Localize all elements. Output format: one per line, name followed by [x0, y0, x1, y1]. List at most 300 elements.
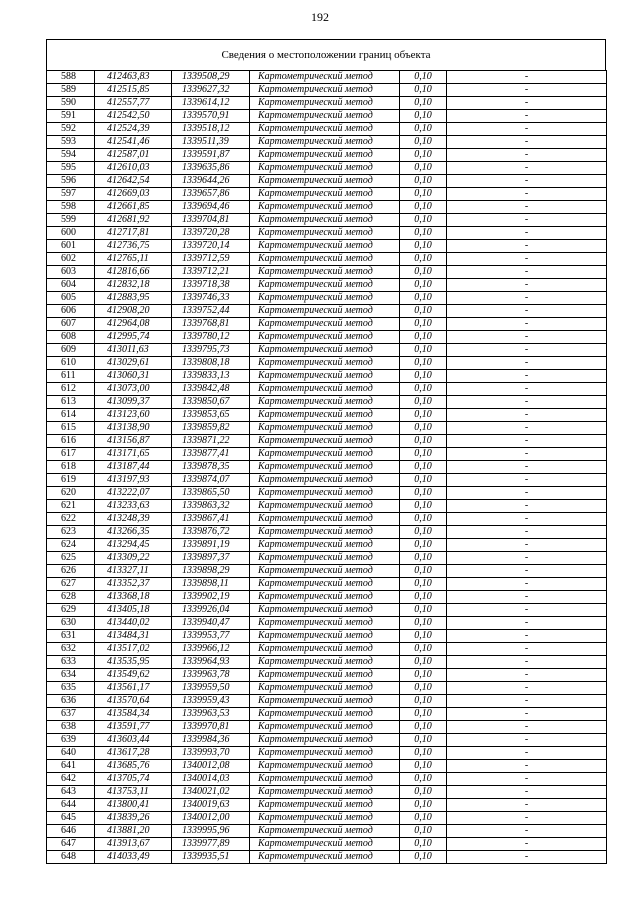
y-coordinate-cell: 1339926,04: [172, 604, 250, 617]
x-coordinate-cell: 412669,03: [95, 188, 172, 201]
x-coordinate-cell: 412717,81: [95, 227, 172, 240]
y-coordinate-cell: 1339752,44: [172, 305, 250, 318]
accuracy-cell: 0,10: [400, 747, 447, 760]
point-number-cell: 644: [47, 799, 95, 812]
y-coordinate-cell: 1339940,47: [172, 617, 250, 630]
accuracy-cell: 0,10: [400, 266, 447, 279]
description-cell: -: [447, 396, 607, 409]
method-cell: Картометрический метод: [250, 162, 400, 175]
x-coordinate-cell: 412541,46: [95, 136, 172, 149]
y-coordinate-cell: 1339867,41: [172, 513, 250, 526]
accuracy-cell: 0,10: [400, 279, 447, 292]
method-cell: Картометрический метод: [250, 708, 400, 721]
point-number-cell: 643: [47, 786, 95, 799]
y-coordinate-cell: 1339511,39: [172, 136, 250, 149]
point-number-cell: 599: [47, 214, 95, 227]
point-number-cell: 617: [47, 448, 95, 461]
method-cell: Картометрический метод: [250, 838, 400, 851]
description-cell: -: [447, 734, 607, 747]
method-cell: Картометрический метод: [250, 409, 400, 422]
accuracy-cell: 0,10: [400, 734, 447, 747]
accuracy-cell: 0,10: [400, 591, 447, 604]
x-coordinate-cell: 414033,49: [95, 851, 172, 864]
y-coordinate-cell: 1340012,08: [172, 760, 250, 773]
point-number-cell: 640: [47, 747, 95, 760]
y-coordinate-cell: 1339891,19: [172, 539, 250, 552]
method-cell: Картометрический метод: [250, 591, 400, 604]
accuracy-cell: 0,10: [400, 175, 447, 188]
y-coordinate-cell: 1339508,29: [172, 71, 250, 84]
method-cell: Картометрический метод: [250, 318, 400, 331]
y-coordinate-cell: 1339712,59: [172, 253, 250, 266]
point-number-cell: 615: [47, 422, 95, 435]
description-cell: -: [447, 136, 607, 149]
description-cell: -: [447, 266, 607, 279]
point-number-cell: 612: [47, 383, 95, 396]
table-row: [47, 344, 607, 357]
table-row: [47, 734, 607, 747]
y-coordinate-cell: 1339657,86: [172, 188, 250, 201]
description-cell: -: [447, 292, 607, 305]
table-row: [47, 682, 607, 695]
table-row: [47, 422, 607, 435]
accuracy-cell: 0,10: [400, 162, 447, 175]
accuracy-cell: 0,10: [400, 253, 447, 266]
x-coordinate-cell: 413603,44: [95, 734, 172, 747]
x-coordinate-cell: 413011,63: [95, 344, 172, 357]
table-row: [47, 760, 607, 773]
y-coordinate-cell: 1339863,32: [172, 500, 250, 513]
description-cell: -: [447, 318, 607, 331]
point-number-cell: 637: [47, 708, 95, 721]
method-cell: Картометрический метод: [250, 656, 400, 669]
point-number-cell: 638: [47, 721, 95, 734]
method-cell: Картометрический метод: [250, 461, 400, 474]
method-cell: Картометрический метод: [250, 604, 400, 617]
point-number-cell: 620: [47, 487, 95, 500]
accuracy-cell: 0,10: [400, 201, 447, 214]
x-coordinate-cell: 412642,54: [95, 175, 172, 188]
x-coordinate-cell: 413800,41: [95, 799, 172, 812]
point-number-cell: 616: [47, 435, 95, 448]
description-cell: -: [447, 604, 607, 617]
y-coordinate-cell: 1339959,43: [172, 695, 250, 708]
y-coordinate-cell: 1339871,22: [172, 435, 250, 448]
x-coordinate-cell: 412515,85: [95, 84, 172, 97]
accuracy-cell: 0,10: [400, 669, 447, 682]
point-number-cell: 646: [47, 825, 95, 838]
y-coordinate-cell: 1339878,35: [172, 461, 250, 474]
x-coordinate-cell: 413584,34: [95, 708, 172, 721]
method-cell: Картометрический метод: [250, 630, 400, 643]
table-row: [47, 370, 607, 383]
point-number-cell: 604: [47, 279, 95, 292]
method-cell: Картометрический метод: [250, 487, 400, 500]
x-coordinate-cell: 413197,93: [95, 474, 172, 487]
y-coordinate-cell: 1339614,12: [172, 97, 250, 110]
method-cell: Картометрический метод: [250, 773, 400, 786]
accuracy-cell: 0,10: [400, 448, 447, 461]
accuracy-cell: 0,10: [400, 149, 447, 162]
accuracy-cell: 0,10: [400, 344, 447, 357]
accuracy-cell: 0,10: [400, 123, 447, 136]
method-cell: Картометрический метод: [250, 526, 400, 539]
point-number-cell: 619: [47, 474, 95, 487]
accuracy-cell: 0,10: [400, 786, 447, 799]
table-row: [47, 487, 607, 500]
accuracy-cell: 0,10: [400, 422, 447, 435]
table-row: [47, 643, 607, 656]
accuracy-cell: 0,10: [400, 630, 447, 643]
accuracy-cell: 0,10: [400, 708, 447, 721]
table-row: [47, 123, 607, 136]
description-cell: -: [447, 227, 607, 240]
description-cell: -: [447, 695, 607, 708]
point-number-cell: 600: [47, 227, 95, 240]
y-coordinate-cell: 1339977,89: [172, 838, 250, 851]
point-number-cell: 609: [47, 344, 95, 357]
x-coordinate-cell: 412908,20: [95, 305, 172, 318]
x-coordinate-cell: 413913,67: [95, 838, 172, 851]
x-coordinate-cell: 413266,35: [95, 526, 172, 539]
table-row: [47, 71, 607, 84]
table-row: [47, 721, 607, 734]
y-coordinate-cell: 1340021,02: [172, 786, 250, 799]
x-coordinate-cell: 412463,83: [95, 71, 172, 84]
x-coordinate-cell: 413099,37: [95, 396, 172, 409]
point-number-cell: 648: [47, 851, 95, 864]
table-row: [47, 838, 607, 851]
method-cell: Картометрический метод: [250, 71, 400, 84]
x-coordinate-cell: 413591,77: [95, 721, 172, 734]
table-row: [47, 97, 607, 110]
accuracy-cell: 0,10: [400, 97, 447, 110]
description-cell: -: [447, 357, 607, 370]
accuracy-cell: 0,10: [400, 721, 447, 734]
method-cell: Картометрический метод: [250, 383, 400, 396]
description-cell: -: [447, 71, 607, 84]
x-coordinate-cell: 413753,11: [95, 786, 172, 799]
point-number-cell: 626: [47, 565, 95, 578]
method-cell: Картометрический метод: [250, 734, 400, 747]
description-cell: -: [447, 84, 607, 97]
table-row: [47, 383, 607, 396]
point-number-cell: 602: [47, 253, 95, 266]
description-cell: -: [447, 279, 607, 292]
accuracy-cell: 0,10: [400, 84, 447, 97]
x-coordinate-cell: 412816,66: [95, 266, 172, 279]
accuracy-cell: 0,10: [400, 526, 447, 539]
table-row: [47, 396, 607, 409]
accuracy-cell: 0,10: [400, 240, 447, 253]
accuracy-cell: 0,10: [400, 409, 447, 422]
accuracy-cell: 0,10: [400, 357, 447, 370]
method-cell: Картометрический метод: [250, 721, 400, 734]
point-number-cell: 621: [47, 500, 95, 513]
accuracy-cell: 0,10: [400, 370, 447, 383]
coordinates-table: [46, 70, 607, 864]
table-row: [47, 552, 607, 565]
description-cell: -: [447, 786, 607, 799]
point-number-cell: 611: [47, 370, 95, 383]
table-row: [47, 214, 607, 227]
point-number-cell: 624: [47, 539, 95, 552]
y-coordinate-cell: 1339720,14: [172, 240, 250, 253]
table-row: [47, 695, 607, 708]
x-coordinate-cell: 413138,90: [95, 422, 172, 435]
method-cell: Картометрический метод: [250, 552, 400, 565]
y-coordinate-cell: 1339897,37: [172, 552, 250, 565]
description-cell: -: [447, 539, 607, 552]
accuracy-cell: 0,10: [400, 396, 447, 409]
y-coordinate-cell: 1339898,29: [172, 565, 250, 578]
accuracy-cell: 0,10: [400, 760, 447, 773]
x-coordinate-cell: 412542,50: [95, 110, 172, 123]
x-coordinate-cell: 413561,17: [95, 682, 172, 695]
accuracy-cell: 0,10: [400, 682, 447, 695]
table-row: [47, 448, 607, 461]
description-cell: -: [447, 474, 607, 487]
description-cell: -: [447, 383, 607, 396]
x-coordinate-cell: 412681,92: [95, 214, 172, 227]
table-row: [47, 435, 607, 448]
table-row: [47, 799, 607, 812]
accuracy-cell: 0,10: [400, 773, 447, 786]
y-coordinate-cell: 1339935,51: [172, 851, 250, 864]
y-coordinate-cell: 1339795,73: [172, 344, 250, 357]
y-coordinate-cell: 1339718,38: [172, 279, 250, 292]
x-coordinate-cell: 413187,44: [95, 461, 172, 474]
method-cell: Картометрический метод: [250, 669, 400, 682]
method-cell: Картометрический метод: [250, 695, 400, 708]
description-cell: -: [447, 708, 607, 721]
x-coordinate-cell: 413617,28: [95, 747, 172, 760]
table-row: [47, 149, 607, 162]
y-coordinate-cell: 1339704,81: [172, 214, 250, 227]
point-number-cell: 639: [47, 734, 95, 747]
x-coordinate-cell: 412832,18: [95, 279, 172, 292]
y-coordinate-cell: 1339865,50: [172, 487, 250, 500]
y-coordinate-cell: 1339746,33: [172, 292, 250, 305]
table-row: [47, 630, 607, 643]
method-cell: Картометрический метод: [250, 214, 400, 227]
y-coordinate-cell: 1339984,36: [172, 734, 250, 747]
table-row: [47, 773, 607, 786]
accuracy-cell: 0,10: [400, 513, 447, 526]
description-cell: -: [447, 487, 607, 500]
description-cell: -: [447, 461, 607, 474]
x-coordinate-cell: 413440,02: [95, 617, 172, 630]
y-coordinate-cell: 1339712,21: [172, 266, 250, 279]
description-cell: -: [447, 500, 607, 513]
description-cell: -: [447, 773, 607, 786]
table-row: [47, 188, 607, 201]
table-row: [47, 253, 607, 266]
table-row: [47, 84, 607, 97]
boundary-table-sheet: [46, 39, 606, 864]
table-row: [47, 331, 607, 344]
point-number-cell: 628: [47, 591, 95, 604]
accuracy-cell: 0,10: [400, 500, 447, 513]
method-cell: Картометрический метод: [250, 474, 400, 487]
x-coordinate-cell: 413029,61: [95, 357, 172, 370]
point-number-cell: 632: [47, 643, 95, 656]
point-number-cell: 630: [47, 617, 95, 630]
x-coordinate-cell: 413839,26: [95, 812, 172, 825]
accuracy-cell: 0,10: [400, 487, 447, 500]
method-cell: Картометрический метод: [250, 760, 400, 773]
description-cell: -: [447, 591, 607, 604]
point-number-cell: 597: [47, 188, 95, 201]
accuracy-cell: 0,10: [400, 331, 447, 344]
table-row: [47, 526, 607, 539]
y-coordinate-cell: 1339570,91: [172, 110, 250, 123]
x-coordinate-cell: 412736,75: [95, 240, 172, 253]
description-cell: -: [447, 253, 607, 266]
point-number-cell: 596: [47, 175, 95, 188]
description-cell: -: [447, 201, 607, 214]
x-coordinate-cell: 413171,65: [95, 448, 172, 461]
method-cell: Картометрический метод: [250, 331, 400, 344]
table-row: [47, 461, 607, 474]
y-coordinate-cell: 1339963,53: [172, 708, 250, 721]
accuracy-cell: 0,10: [400, 643, 447, 656]
section-title: Сведения о местоположении границ объекта: [46, 39, 606, 71]
x-coordinate-cell: 413073,00: [95, 383, 172, 396]
x-coordinate-cell: 412524,39: [95, 123, 172, 136]
x-coordinate-cell: 413570,64: [95, 695, 172, 708]
y-coordinate-cell: 1339876,72: [172, 526, 250, 539]
method-cell: Картометрический метод: [250, 240, 400, 253]
method-cell: Картометрический метод: [250, 812, 400, 825]
accuracy-cell: 0,10: [400, 461, 447, 474]
method-cell: Картометрический метод: [250, 578, 400, 591]
method-cell: Картометрический метод: [250, 227, 400, 240]
method-cell: Картометрический метод: [250, 253, 400, 266]
method-cell: Картометрический метод: [250, 448, 400, 461]
y-coordinate-cell: 1340019,63: [172, 799, 250, 812]
table-row: [47, 474, 607, 487]
description-cell: -: [447, 422, 607, 435]
table-row: [47, 292, 607, 305]
accuracy-cell: 0,10: [400, 617, 447, 630]
accuracy-cell: 0,10: [400, 71, 447, 84]
point-number-cell: 625: [47, 552, 95, 565]
x-coordinate-cell: 412557,77: [95, 97, 172, 110]
description-cell: -: [447, 565, 607, 578]
table-row: [47, 578, 607, 591]
x-coordinate-cell: 413405,18: [95, 604, 172, 617]
method-cell: Картометрический метод: [250, 279, 400, 292]
accuracy-cell: 0,10: [400, 188, 447, 201]
accuracy-cell: 0,10: [400, 136, 447, 149]
description-cell: -: [447, 513, 607, 526]
description-cell: -: [447, 175, 607, 188]
description-cell: -: [447, 97, 607, 110]
method-cell: Картометрический метод: [250, 136, 400, 149]
accuracy-cell: 0,10: [400, 825, 447, 838]
description-cell: -: [447, 630, 607, 643]
method-cell: Картометрический метод: [250, 747, 400, 760]
y-coordinate-cell: 1339635,86: [172, 162, 250, 175]
y-coordinate-cell: 1339877,41: [172, 448, 250, 461]
method-cell: Картометрический метод: [250, 786, 400, 799]
point-number-cell: 635: [47, 682, 95, 695]
description-cell: -: [447, 188, 607, 201]
method-cell: Картометрический метод: [250, 513, 400, 526]
point-number-cell: 605: [47, 292, 95, 305]
accuracy-cell: 0,10: [400, 214, 447, 227]
table-row: [47, 227, 607, 240]
accuracy-cell: 0,10: [400, 539, 447, 552]
x-coordinate-cell: 413881,20: [95, 825, 172, 838]
x-coordinate-cell: 413123,60: [95, 409, 172, 422]
point-number-cell: 594: [47, 149, 95, 162]
point-number-cell: 593: [47, 136, 95, 149]
description-cell: -: [447, 617, 607, 630]
point-number-cell: 608: [47, 331, 95, 344]
table-row: [47, 305, 607, 318]
accuracy-cell: 0,10: [400, 578, 447, 591]
x-coordinate-cell: 413484,31: [95, 630, 172, 643]
y-coordinate-cell: 1339768,81: [172, 318, 250, 331]
description-cell: -: [447, 214, 607, 227]
point-number-cell: 634: [47, 669, 95, 682]
description-cell: -: [447, 643, 607, 656]
table-row: [47, 240, 607, 253]
y-coordinate-cell: 1339694,46: [172, 201, 250, 214]
point-number-cell: 641: [47, 760, 95, 773]
x-coordinate-cell: 413309,22: [95, 552, 172, 565]
table-row: [47, 500, 607, 513]
point-number-cell: 588: [47, 71, 95, 84]
accuracy-cell: 0,10: [400, 604, 447, 617]
description-cell: -: [447, 370, 607, 383]
description-cell: -: [447, 721, 607, 734]
method-cell: Картометрический метод: [250, 799, 400, 812]
point-number-cell: 623: [47, 526, 95, 539]
description-cell: -: [447, 240, 607, 253]
y-coordinate-cell: 1339853,65: [172, 409, 250, 422]
method-cell: Картометрический метод: [250, 500, 400, 513]
point-number-cell: 607: [47, 318, 95, 331]
y-coordinate-cell: 1339591,87: [172, 149, 250, 162]
x-coordinate-cell: 412765,11: [95, 253, 172, 266]
accuracy-cell: 0,10: [400, 656, 447, 669]
method-cell: Картометрический метод: [250, 305, 400, 318]
table-row: [47, 266, 607, 279]
point-number-cell: 590: [47, 97, 95, 110]
y-coordinate-cell: 1339898,11: [172, 578, 250, 591]
x-coordinate-cell: 413705,74: [95, 773, 172, 786]
table-row: [47, 656, 607, 669]
table-row: [47, 825, 607, 838]
y-coordinate-cell: 1339833,13: [172, 370, 250, 383]
point-number-cell: 631: [47, 630, 95, 643]
x-coordinate-cell: 412610,03: [95, 162, 172, 175]
method-cell: Картометрический метод: [250, 539, 400, 552]
method-cell: Картометрический метод: [250, 123, 400, 136]
method-cell: Картометрический метод: [250, 851, 400, 864]
accuracy-cell: 0,10: [400, 565, 447, 578]
y-coordinate-cell: 1339953,77: [172, 630, 250, 643]
description-cell: -: [447, 669, 607, 682]
description-cell: -: [447, 162, 607, 175]
accuracy-cell: 0,10: [400, 838, 447, 851]
method-cell: Картометрический метод: [250, 188, 400, 201]
table-row: [47, 539, 607, 552]
y-coordinate-cell: 1339993,70: [172, 747, 250, 760]
